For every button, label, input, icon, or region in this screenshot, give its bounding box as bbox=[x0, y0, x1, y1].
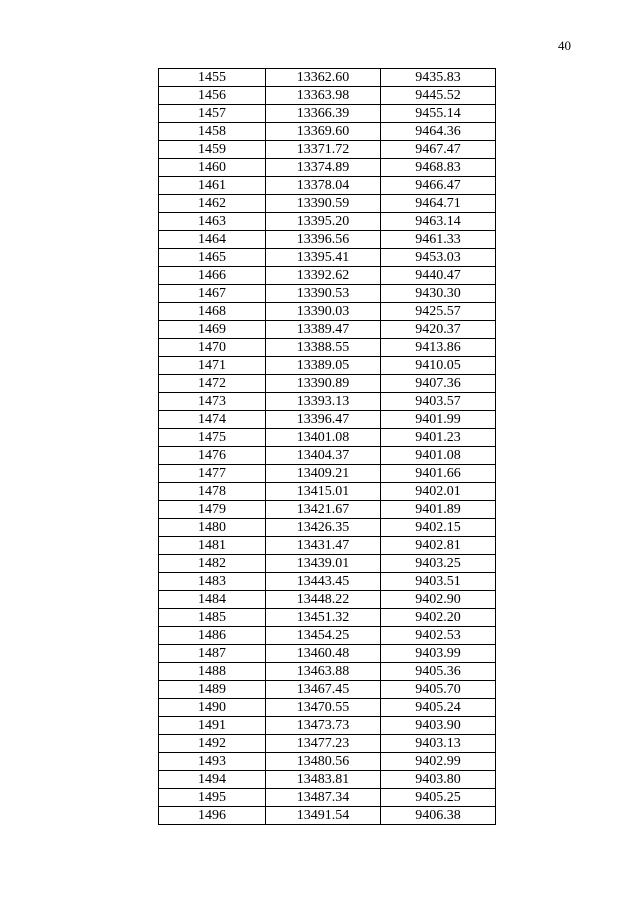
table-cell: 13460.48 bbox=[266, 645, 381, 663]
table-cell: 9466.47 bbox=[381, 177, 496, 195]
table-cell: 1466 bbox=[159, 267, 266, 285]
table-cell: 9401.89 bbox=[381, 501, 496, 519]
table-cell: 13396.56 bbox=[266, 231, 381, 249]
table-cell: 1484 bbox=[159, 591, 266, 609]
table-cell: 1460 bbox=[159, 159, 266, 177]
table-cell: 9413.86 bbox=[381, 339, 496, 357]
table-cell: 1472 bbox=[159, 375, 266, 393]
table-row bbox=[159, 195, 496, 213]
table-cell: 9401.66 bbox=[381, 465, 496, 483]
table-row bbox=[159, 447, 496, 465]
table-cell: 9455.14 bbox=[381, 105, 496, 123]
table-cell: 13491.54 bbox=[266, 807, 381, 825]
table-cell: 1456 bbox=[159, 87, 266, 105]
table-row bbox=[159, 465, 496, 483]
table-body bbox=[159, 69, 496, 825]
table-cell: 13426.35 bbox=[266, 519, 381, 537]
table-cell: 13390.59 bbox=[266, 195, 381, 213]
table-cell: 13477.23 bbox=[266, 735, 381, 753]
table-row bbox=[159, 213, 496, 231]
data-table bbox=[158, 68, 496, 825]
table-row bbox=[159, 105, 496, 123]
table-cell: 9410.05 bbox=[381, 357, 496, 375]
table-cell: 13421.67 bbox=[266, 501, 381, 519]
table-cell: 1492 bbox=[159, 735, 266, 753]
table-row bbox=[159, 159, 496, 177]
table-cell: 1455 bbox=[159, 69, 266, 87]
table-cell: 9420.37 bbox=[381, 321, 496, 339]
table-row bbox=[159, 321, 496, 339]
table-cell: 1459 bbox=[159, 141, 266, 159]
table-row bbox=[159, 717, 496, 735]
table-cell: 13392.62 bbox=[266, 267, 381, 285]
table-cell: 1485 bbox=[159, 609, 266, 627]
table-cell: 1458 bbox=[159, 123, 266, 141]
table-cell: 9464.71 bbox=[381, 195, 496, 213]
table-cell: 9401.99 bbox=[381, 411, 496, 429]
table-cell: 1487 bbox=[159, 645, 266, 663]
table-cell: 13467.45 bbox=[266, 681, 381, 699]
table-cell: 13388.55 bbox=[266, 339, 381, 357]
table-cell: 1488 bbox=[159, 663, 266, 681]
table-cell: 1465 bbox=[159, 249, 266, 267]
table-cell: 9440.47 bbox=[381, 267, 496, 285]
table-cell: 9435.83 bbox=[381, 69, 496, 87]
table-cell: 9402.15 bbox=[381, 519, 496, 537]
table-cell: 9403.25 bbox=[381, 555, 496, 573]
table-cell: 13443.45 bbox=[266, 573, 381, 591]
table-row bbox=[159, 141, 496, 159]
table-cell: 1495 bbox=[159, 789, 266, 807]
table-row bbox=[159, 789, 496, 807]
table-row bbox=[159, 87, 496, 105]
table-cell: 13362.60 bbox=[266, 69, 381, 87]
table-cell: 1467 bbox=[159, 285, 266, 303]
table-cell: 9464.36 bbox=[381, 123, 496, 141]
table-row bbox=[159, 303, 496, 321]
table-cell: 1471 bbox=[159, 357, 266, 375]
table-cell: 1489 bbox=[159, 681, 266, 699]
table-cell: 1479 bbox=[159, 501, 266, 519]
table-row bbox=[159, 123, 496, 141]
page-number: 40 bbox=[558, 38, 571, 53]
table-row bbox=[159, 735, 496, 753]
table-cell: 9402.53 bbox=[381, 627, 496, 645]
table-row bbox=[159, 501, 496, 519]
table-cell: 9402.90 bbox=[381, 591, 496, 609]
table-row bbox=[159, 69, 496, 87]
table-cell: 13378.04 bbox=[266, 177, 381, 195]
table-cell: 13401.08 bbox=[266, 429, 381, 447]
table-cell: 9402.99 bbox=[381, 753, 496, 771]
table-cell: 1480 bbox=[159, 519, 266, 537]
table-cell: 13390.03 bbox=[266, 303, 381, 321]
table-cell: 9405.25 bbox=[381, 789, 496, 807]
table-cell: 9403.90 bbox=[381, 717, 496, 735]
table-cell: 1470 bbox=[159, 339, 266, 357]
table-cell: 13404.37 bbox=[266, 447, 381, 465]
table-cell: 13396.47 bbox=[266, 411, 381, 429]
table-cell: 9402.01 bbox=[381, 483, 496, 501]
table-row bbox=[159, 267, 496, 285]
table-cell: 9402.20 bbox=[381, 609, 496, 627]
table-cell: 13369.60 bbox=[266, 123, 381, 141]
table-cell: 9425.57 bbox=[381, 303, 496, 321]
table-cell: 1482 bbox=[159, 555, 266, 573]
table-cell: 13390.53 bbox=[266, 285, 381, 303]
table-cell: 13415.01 bbox=[266, 483, 381, 501]
table-cell: 9403.57 bbox=[381, 393, 496, 411]
table-cell: 13395.41 bbox=[266, 249, 381, 267]
table-cell: 9401.23 bbox=[381, 429, 496, 447]
table-cell: 1477 bbox=[159, 465, 266, 483]
table-cell: 9430.30 bbox=[381, 285, 496, 303]
table-row bbox=[159, 393, 496, 411]
table-cell: 13463.88 bbox=[266, 663, 381, 681]
table-cell: 9461.33 bbox=[381, 231, 496, 249]
table-cell: 9463.14 bbox=[381, 213, 496, 231]
table-cell: 13390.89 bbox=[266, 375, 381, 393]
table-cell: 1490 bbox=[159, 699, 266, 717]
table-cell: 13395.20 bbox=[266, 213, 381, 231]
table-cell: 1468 bbox=[159, 303, 266, 321]
table-cell: 13473.73 bbox=[266, 717, 381, 735]
table-cell: 9403.80 bbox=[381, 771, 496, 789]
table-cell: 1464 bbox=[159, 231, 266, 249]
table-row bbox=[159, 681, 496, 699]
table-cell: 1483 bbox=[159, 573, 266, 591]
table-cell: 13374.89 bbox=[266, 159, 381, 177]
table-row bbox=[159, 177, 496, 195]
table-cell: 13480.56 bbox=[266, 753, 381, 771]
table-cell: 9406.38 bbox=[381, 807, 496, 825]
table-row bbox=[159, 663, 496, 681]
table-row bbox=[159, 807, 496, 825]
table-cell: 13389.47 bbox=[266, 321, 381, 339]
table-row bbox=[159, 411, 496, 429]
table-cell: 1463 bbox=[159, 213, 266, 231]
table-row bbox=[159, 699, 496, 717]
table-cell: 9403.99 bbox=[381, 645, 496, 663]
table-row bbox=[159, 609, 496, 627]
table-row bbox=[159, 753, 496, 771]
table-cell: 1476 bbox=[159, 447, 266, 465]
table-cell: 1481 bbox=[159, 537, 266, 555]
table-cell: 1478 bbox=[159, 483, 266, 501]
table-cell: 1457 bbox=[159, 105, 266, 123]
table-row bbox=[159, 339, 496, 357]
table-row bbox=[159, 537, 496, 555]
table-cell: 1462 bbox=[159, 195, 266, 213]
table-row bbox=[159, 375, 496, 393]
table-cell: 13393.13 bbox=[266, 393, 381, 411]
table-cell: 9403.51 bbox=[381, 573, 496, 591]
table-row bbox=[159, 573, 496, 591]
table-cell: 1493 bbox=[159, 753, 266, 771]
table-cell: 13454.25 bbox=[266, 627, 381, 645]
table-cell: 13451.32 bbox=[266, 609, 381, 627]
table-row bbox=[159, 483, 496, 501]
table-row bbox=[159, 357, 496, 375]
table-row bbox=[159, 285, 496, 303]
table-cell: 9403.13 bbox=[381, 735, 496, 753]
table-cell: 13431.47 bbox=[266, 537, 381, 555]
table-cell: 13439.01 bbox=[266, 555, 381, 573]
table-cell: 9453.03 bbox=[381, 249, 496, 267]
table-cell: 9445.52 bbox=[381, 87, 496, 105]
table-row bbox=[159, 555, 496, 573]
table-cell: 13363.98 bbox=[266, 87, 381, 105]
table-cell: 1494 bbox=[159, 771, 266, 789]
table-cell: 1496 bbox=[159, 807, 266, 825]
table-row bbox=[159, 519, 496, 537]
table-cell: 9405.36 bbox=[381, 663, 496, 681]
table-cell: 13371.72 bbox=[266, 141, 381, 159]
table-row bbox=[159, 645, 496, 663]
table-cell: 9405.70 bbox=[381, 681, 496, 699]
table-cell: 1474 bbox=[159, 411, 266, 429]
table-cell: 9402.81 bbox=[381, 537, 496, 555]
table-row bbox=[159, 249, 496, 267]
table-cell: 1475 bbox=[159, 429, 266, 447]
table-cell: 13487.34 bbox=[266, 789, 381, 807]
table-row bbox=[159, 429, 496, 447]
table-cell: 13470.55 bbox=[266, 699, 381, 717]
table-cell: 13409.21 bbox=[266, 465, 381, 483]
table-cell: 13366.39 bbox=[266, 105, 381, 123]
table-cell: 9467.47 bbox=[381, 141, 496, 159]
table-cell: 13448.22 bbox=[266, 591, 381, 609]
table-cell: 1473 bbox=[159, 393, 266, 411]
table-cell: 9407.36 bbox=[381, 375, 496, 393]
table-cell: 1469 bbox=[159, 321, 266, 339]
table-cell: 1486 bbox=[159, 627, 266, 645]
table-row bbox=[159, 231, 496, 249]
table-cell: 9468.83 bbox=[381, 159, 496, 177]
table-row bbox=[159, 627, 496, 645]
table-cell: 1491 bbox=[159, 717, 266, 735]
table-cell: 13389.05 bbox=[266, 357, 381, 375]
table-cell: 13483.81 bbox=[266, 771, 381, 789]
table-row bbox=[159, 591, 496, 609]
table-cell: 1461 bbox=[159, 177, 266, 195]
table-cell: 9401.08 bbox=[381, 447, 496, 465]
table-cell: 9405.24 bbox=[381, 699, 496, 717]
table-row bbox=[159, 771, 496, 789]
